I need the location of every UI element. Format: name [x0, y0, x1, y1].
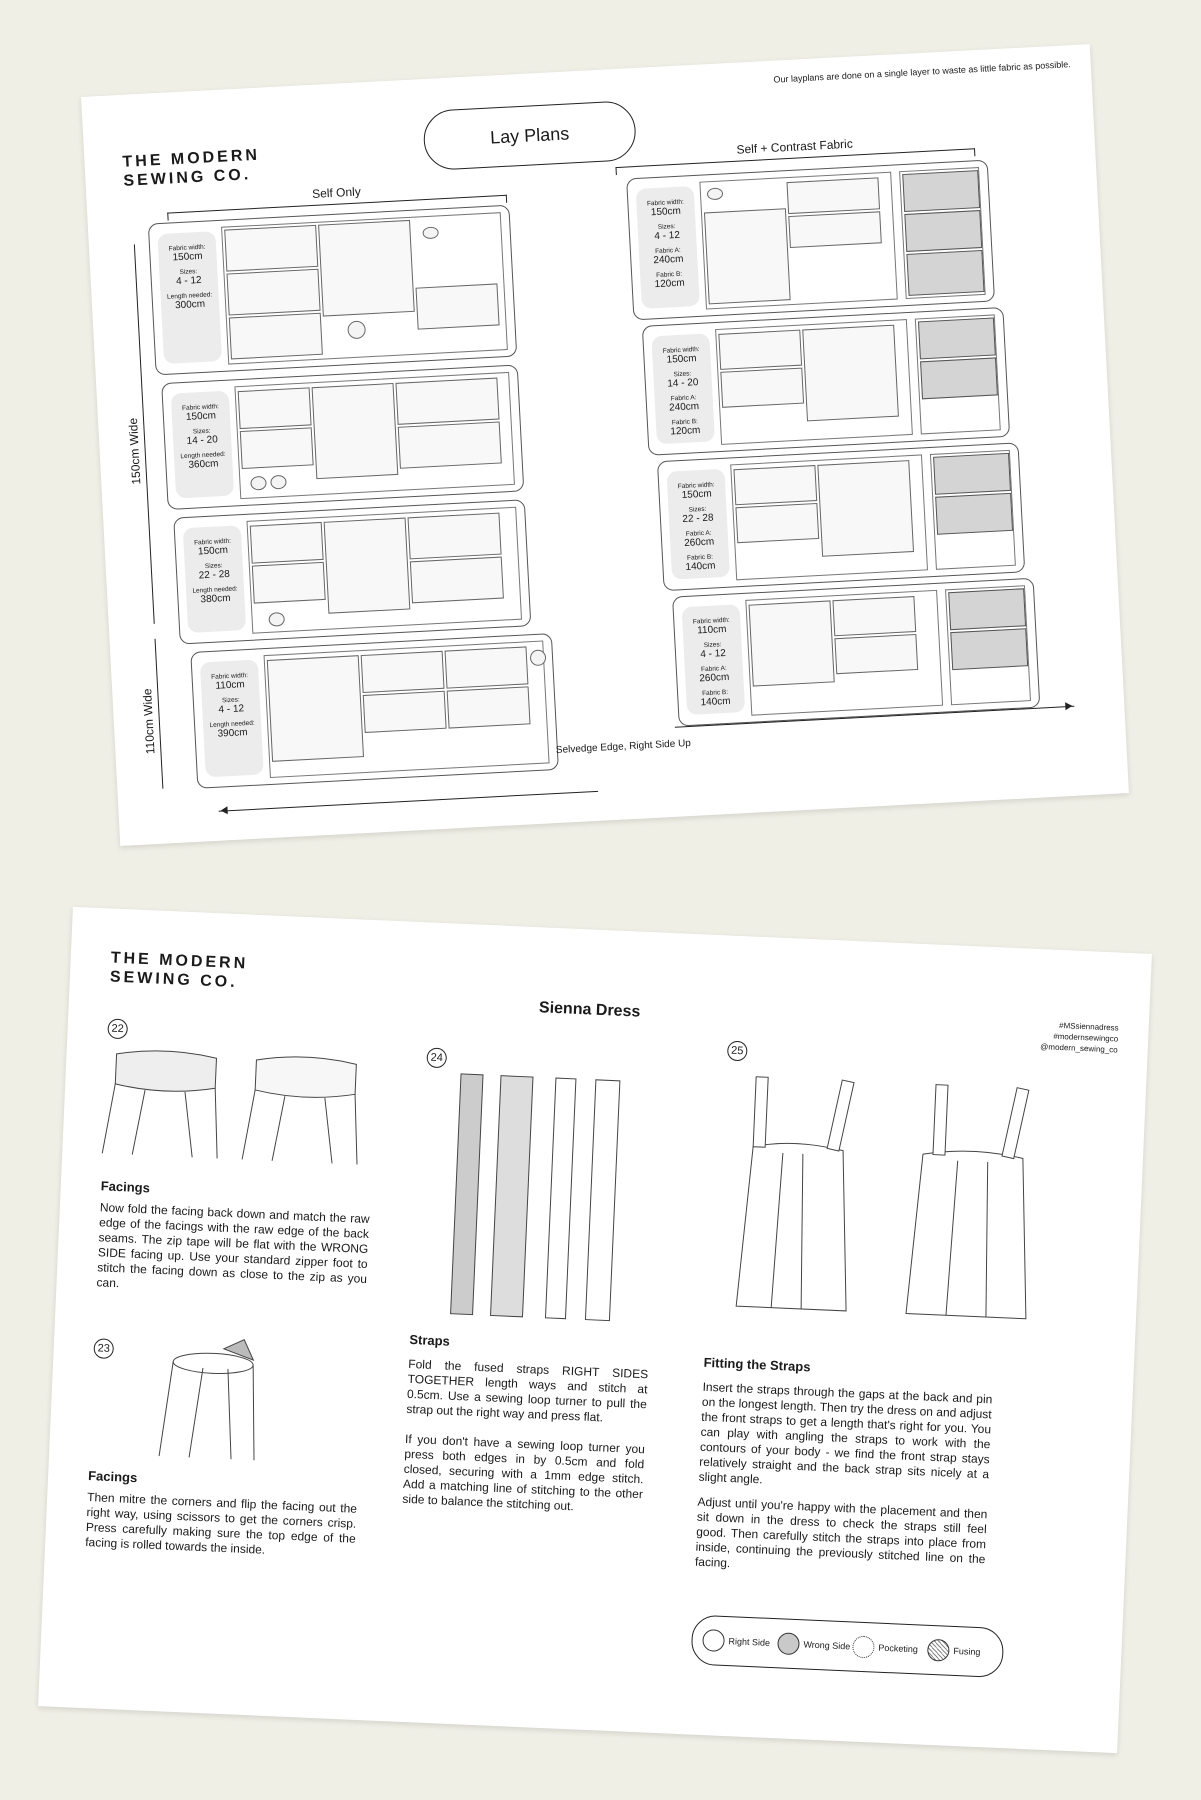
pattern-piece: [933, 453, 1011, 495]
pattern-piece: [704, 208, 791, 304]
layplan-self-4: [190, 633, 559, 789]
pattern-piece: [920, 357, 998, 399]
fabric-b-value: 120cm: [654, 277, 685, 291]
fabric-b-layout: [915, 314, 1001, 434]
pattern-piece: [240, 427, 314, 469]
legend-wrong-side: [777, 1632, 851, 1657]
fabric-width-value: 110cm: [696, 623, 727, 637]
sizes-label: Sizes:: [221, 696, 240, 705]
brand-logo: THE MODERN SEWING CO.: [122, 146, 261, 190]
sizes-value: 4 - 12: [175, 274, 202, 288]
pattern-piece: [445, 646, 529, 688]
self-only-label: Self Only: [311, 184, 362, 201]
step-number: 25: [727, 1041, 748, 1062]
pattern-piece: [410, 557, 504, 604]
legend-label: Pocketing: [878, 1642, 919, 1655]
selvedge-label: Selvedge Edge, Right Side Up: [555, 737, 692, 756]
sizes-value: 4 - 12: [700, 647, 727, 661]
pattern-piece: [948, 588, 1026, 630]
length-label: Length needed:: [180, 450, 226, 461]
fabric-layout: [234, 372, 515, 499]
pattern-piece: [395, 378, 499, 425]
legend-label: Right Side: [728, 1636, 771, 1648]
step-heading: Straps: [409, 1331, 451, 1349]
social-tags: [1040, 1019, 1119, 1055]
pattern-piece: [229, 313, 323, 360]
pattern-piece: [902, 170, 980, 212]
pattern-piece: [416, 283, 500, 329]
layplan-info: [171, 391, 234, 499]
wide150-label: 150cm Wide: [125, 417, 144, 485]
step-number: 22: [107, 1018, 128, 1039]
fabric-b-label: Fabric B:: [701, 688, 729, 698]
fabric-a-layout: [699, 172, 897, 310]
fabric-width-value: 150cm: [172, 250, 203, 264]
fabric-layout: [246, 507, 522, 634]
pattern-piece: [817, 460, 914, 557]
fabric-a-layout: [715, 319, 913, 445]
layplan-note: Our layplans are done on a single layer to waste as little fabric as possible.: [773, 59, 1071, 85]
pattern-piece: [832, 596, 916, 636]
fabric-a-label: Fabric A:: [670, 394, 697, 403]
sizes-value: 22 - 28: [682, 512, 714, 526]
pattern-piece: [749, 600, 835, 686]
layplan-info: [636, 186, 700, 309]
fabric-width-value: 150cm: [650, 205, 682, 219]
layplan-contrast-3: [657, 442, 1025, 591]
step-heading: Fitting the Straps: [703, 1354, 811, 1375]
wide110-label: 110cm Wide: [140, 688, 158, 755]
fabric-width-value: 150cm: [185, 410, 217, 423]
sizes-value: 22 - 28: [198, 568, 231, 582]
fabric-a-label: Fabric A:: [700, 664, 727, 674]
fabric-a-value: 240cm: [653, 253, 684, 267]
fabric-width-value: 150cm: [666, 353, 697, 366]
fabric-width-label: Fabric width:: [662, 345, 700, 355]
fabric-a-value: 260cm: [683, 536, 715, 549]
fabric-legend: [691, 1615, 1005, 1679]
length-value: 390cm: [217, 727, 248, 740]
sizes-label: Sizes:: [673, 370, 692, 379]
fabric-b-value: 120cm: [670, 424, 701, 438]
fabric-width-value: 110cm: [215, 679, 245, 692]
sizes-value: 4 - 12: [654, 229, 681, 243]
pattern-piece: [718, 330, 802, 370]
length-value: 300cm: [174, 298, 206, 312]
step-text: Insert the straps through the gaps at the back and pin on the longest length. Then try the dress on and adjust the front straps to get a length that's right for you. You can play with angling the straps to work with the contours of your body - we find the front strap stays relatively straight and the back strap sits nicely at a slight angle.: [698, 1379, 993, 1487]
pattern-piece: [363, 691, 447, 733]
small-piece: [268, 612, 285, 627]
pocketing-swatch: [852, 1636, 875, 1659]
layplan-contrast-4: [672, 578, 1040, 727]
pattern-piece: [906, 250, 984, 296]
pattern-piece: [802, 325, 899, 422]
pattern-piece: [788, 211, 882, 248]
right-side-swatch: [702, 1629, 725, 1652]
step-heading: Facings: [87, 1468, 138, 1486]
sizes-label: Sizes:: [688, 505, 707, 514]
pattern-piece: [834, 634, 918, 674]
fabric-width-value: 150cm: [681, 488, 712, 502]
legend-fusing: [927, 1639, 981, 1663]
small-piece: [250, 476, 267, 491]
pattern-piece: [918, 317, 996, 359]
layplan-info: [651, 333, 715, 444]
sizes-label: Sizes:: [192, 427, 211, 436]
step-text: Now fold the facing back down and match the raw edge of the facings with the raw edge of the back seams. The zip tape will be flat with the WRONG SIDE facing up. Use your standard zipper foot to stitch the facing down as close to the zip as you can.: [96, 1200, 370, 1291]
instagram-handle: @modern_sewing_co: [1040, 1042, 1118, 1055]
length-label: Length needed:: [209, 719, 255, 730]
fabric-layout: [264, 641, 550, 778]
pattern-piece: [950, 628, 1028, 670]
length-value: 360cm: [188, 458, 219, 471]
small-piece: [347, 320, 366, 339]
layplan-contrast-1: [626, 160, 995, 321]
pattern-piece: [935, 493, 1013, 535]
pattern-piece: [361, 651, 445, 693]
length-label: Length needed:: [192, 585, 238, 595]
fabric-a-layout: [745, 590, 943, 716]
fabric-b-label: Fabric B:: [671, 418, 699, 427]
pattern-piece: [267, 655, 364, 762]
pattern-piece: [398, 421, 502, 468]
step-text: Then mitre the corners and flip the facing out the right way, using scissors to get the corners crisp. Press carefully making sure the top edge of the facing is rolled towards the inside.: [84, 1490, 358, 1557]
small-piece: [530, 649, 547, 666]
small-piece: [270, 475, 287, 490]
fabric-width-label: Fabric width:: [181, 403, 220, 413]
fabric-a-label: Fabric A:: [685, 529, 712, 538]
pattern-piece: [318, 220, 415, 317]
fabric-width-label: Fabric width:: [692, 616, 730, 626]
pattern-piece: [227, 269, 321, 316]
small-piece: [422, 226, 439, 239]
legend-right-side: [702, 1629, 770, 1654]
fabric-b-layout: [899, 167, 986, 299]
fabric-width-label: Fabric width:: [646, 198, 684, 208]
hashtag: #modernsewingco: [1053, 1031, 1119, 1044]
fabric-width-label: Fabric width:: [211, 672, 249, 681]
layplan-info: [682, 604, 746, 715]
step-number: 23: [93, 1338, 114, 1359]
fabric-b-label: Fabric B:: [656, 270, 683, 280]
pattern-piece: [408, 513, 502, 560]
step-text-2: If you don't have a sewing loop turner you press both edges in by 0.5cm and fold closed, securing with a 1mm edge stitch. Add a matching line of stitching to the other side to balance the stitching out.: [402, 1431, 646, 1514]
length-label: Length needed:: [166, 291, 213, 301]
facing-illustration-22: [102, 1043, 377, 1175]
pattern-piece: [735, 503, 819, 543]
step-text: Fold the fused straps RIGHT SIDES TOGETHER length ways and stitch at 0.5cm. Use a sewing loop turner to pull the strap out the right way and press flat.: [406, 1356, 649, 1425]
fabric-b-layout: [945, 585, 1031, 705]
fabric-a-label: Fabric A:: [654, 246, 681, 256]
pattern-piece: [224, 225, 318, 272]
length-value: 380cm: [200, 592, 231, 606]
self-contrast-label: Self + Contrast Fabric: [736, 136, 854, 157]
brand-logo: THE MODERN SEWING CO.: [109, 949, 249, 992]
fabric-width-label: Fabric width:: [193, 537, 232, 547]
fitting-straps-illustration: [716, 1075, 1066, 1330]
legend-pocketing: [852, 1636, 918, 1661]
legend-label: Wrong Side: [803, 1639, 851, 1652]
pattern-piece: [447, 686, 531, 728]
fabric-b-layout: [930, 450, 1016, 570]
straps-illustration: [445, 1074, 656, 1332]
layplan-self-3: [173, 499, 531, 644]
sizes-label: Sizes:: [657, 223, 676, 231]
selvedge-arrow-left: [219, 791, 599, 812]
layplan-info: [157, 231, 222, 364]
fabric-a-value: 260cm: [699, 671, 730, 685]
fabric-a-value: 240cm: [668, 401, 700, 414]
page-title: Sienna Dress: [538, 999, 641, 1021]
small-piece: [707, 187, 724, 200]
sizes-label: Sizes:: [204, 562, 223, 571]
step-text-2: Adjust until you're happy with the placement and then sit down in the dress to check the straps still feel good. Then carefully stitch the straps into place from inside, continuing the previously stitched line on the facing.: [694, 1494, 988, 1571]
sizes-value: 14 - 20: [186, 434, 219, 447]
lay-plans-page: [81, 44, 1129, 846]
step-heading: Facings: [100, 1178, 151, 1196]
fabric-b-value: 140cm: [700, 695, 731, 709]
layplan-self-2: [161, 364, 524, 510]
wide110-bracket: [155, 639, 164, 789]
sizes-value: 4 - 12: [218, 703, 245, 716]
pattern-piece: [312, 383, 399, 479]
pattern-piece: [733, 465, 817, 505]
pattern-piece: [250, 522, 324, 564]
sizes-value: 14 - 20: [667, 377, 699, 390]
layplan-info: [666, 469, 730, 580]
pattern-piece: [904, 210, 982, 252]
legend-label: Fusing: [953, 1645, 981, 1658]
step-number: 24: [426, 1047, 447, 1068]
facing-illustration-23: [159, 1331, 285, 1466]
sizes-label: Sizes:: [703, 641, 722, 650]
fabric-width-value: 150cm: [197, 544, 229, 558]
page-title: Lay Plans: [422, 100, 637, 171]
sizes-label: Sizes:: [179, 268, 198, 277]
layplan-info: [183, 525, 246, 633]
fabric-layout: [221, 212, 508, 364]
fusing-swatch: [927, 1639, 950, 1662]
layplan-self-1: [148, 205, 517, 376]
layplan-contrast-2: [642, 307, 1010, 456]
fabric-a-layout: [730, 454, 928, 580]
fabric-width-label: Fabric width:: [168, 243, 206, 253]
pattern-piece: [786, 177, 880, 214]
fabric-b-value: 140cm: [685, 560, 716, 573]
fabric-b-label: Fabric B:: [686, 553, 714, 562]
pattern-piece: [238, 387, 312, 429]
layplan-info: [200, 659, 264, 777]
pattern-piece: [720, 368, 804, 408]
wrong-side-swatch: [777, 1632, 800, 1655]
pattern-piece: [252, 562, 326, 604]
pattern-piece: [324, 518, 411, 614]
hashtag: #MSsiennadress: [1058, 1020, 1119, 1033]
instructions-page: [38, 907, 1152, 1753]
fabric-width-label: Fabric width:: [677, 481, 715, 491]
